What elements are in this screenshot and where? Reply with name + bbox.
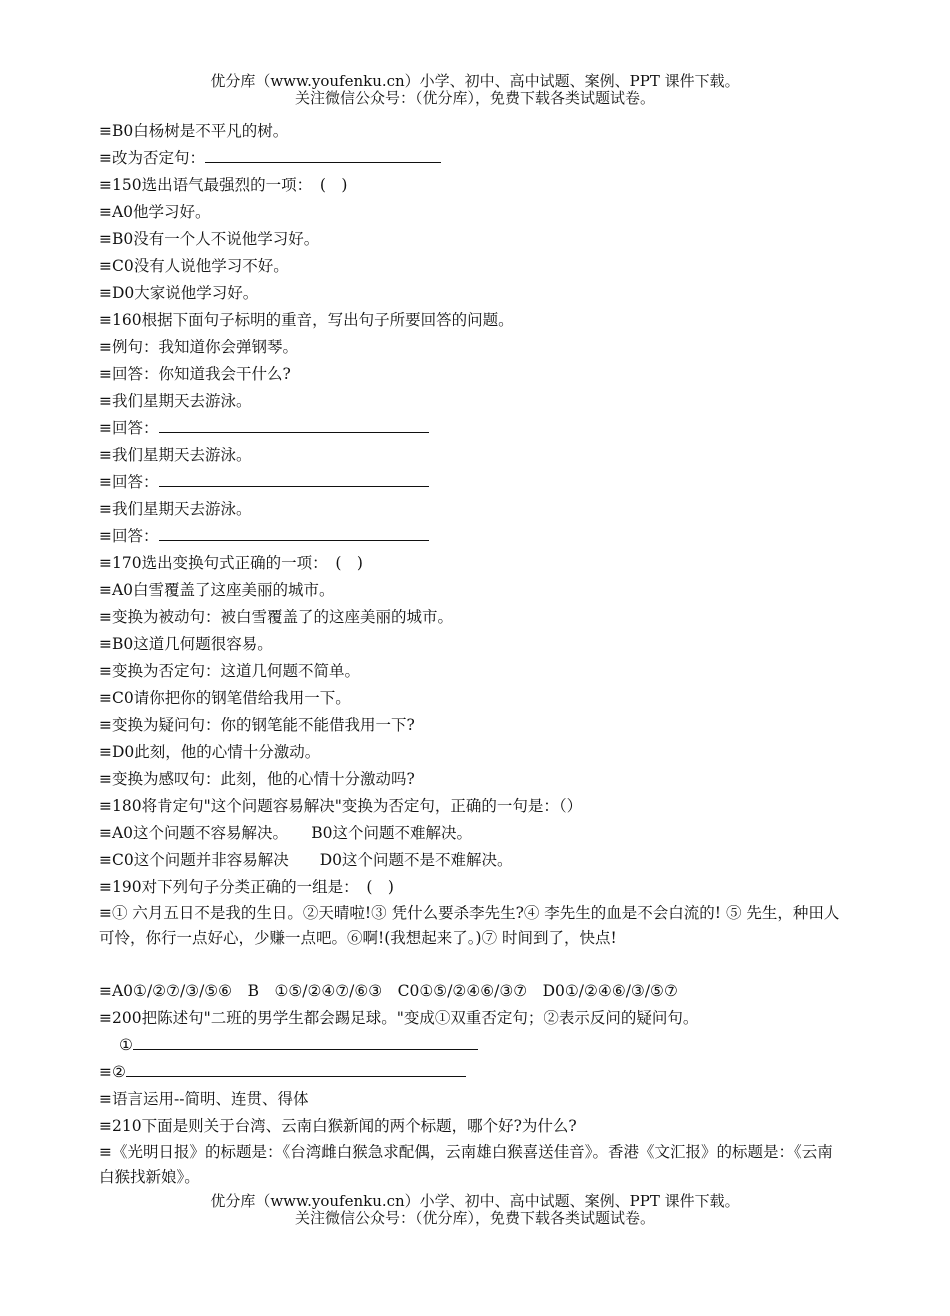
text-line: ≡② [99, 1063, 126, 1081]
text-line: ≡回答：你知道我会干什么? [99, 365, 291, 383]
question-150: ≡150选出语气最强烈的一项： ( ) [99, 176, 348, 194]
answer-blank[interactable] [159, 472, 429, 487]
sentence-list: ≡① 六月五日不是我的生日。②天晴啦!③ 凭什么要杀李先生?④ 李先生的血是不会白流的! ⑤ 先生，种田人可怜，你行一点好心，少赚一点吧。⑥啊!(我想起来了。)⑦ 时间到了，快点! [99, 904, 840, 947]
answer-line [99, 145, 844, 172]
question-180: ≡180将肯定句"这个问题容易解决"变换为否定句，正确的一句是：（） [99, 797, 583, 815]
text-line: ≡我们星期天去游泳。 [99, 392, 252, 410]
option-a: ≡A0白雪覆盖了这座美丽的城市。 [99, 581, 335, 599]
option-d: ≡D0大家说他学习好。 [99, 284, 259, 302]
option-c: ≡C0请你把你的钢笔借给我用一下。 [99, 689, 351, 707]
page-footer [0, 1193, 950, 1227]
text-line: ≡变换为被动句：被白雪覆盖了的这座美丽的城市。 [99, 608, 453, 626]
answer-blank[interactable] [126, 1062, 466, 1077]
question-160: ≡160根据下面句子标明的重音，写出句子所要回答的问题。 [99, 311, 514, 329]
footer-line-1: 优分库（www.youfenku.cn）小学、初中、高中试题、案例、PPT 课件下载。 [210, 1192, 740, 1210]
answer-line [99, 415, 844, 442]
text-line: ≡回答： [99, 419, 159, 437]
header-line-2: 关注微信公众号：（优分库），免费下载各类试题试卷。 [294, 89, 655, 107]
options-ab: ≡A0这个问题不容易解决。 B0这个问题不难解决。 [99, 824, 473, 842]
footer-line-2: 关注微信公众号：（优分库），免费下载各类试题试卷。 [294, 1209, 655, 1227]
text-line: ≡变换为感叹句：此刻，他的心情十分激动吗? [99, 770, 415, 788]
text-line: ≡变换为否定句：这道几何题不简单。 [99, 662, 360, 680]
header-line-1: 优分库（www.youfenku.cn）小学、初中、高中试题、案例、PPT 课件下载。 [210, 72, 740, 90]
option-b: ≡B0这道几何题很容易。 [99, 635, 273, 653]
answer-blank[interactable] [205, 148, 441, 163]
option-b: ≡B0没有一个人不说他学习好。 [99, 230, 320, 248]
answer-options: ≡A0①/②⑦/③/⑤⑥ B ①⑤/②④⑦/⑥③ C0①⑤/②④⑥/③⑦ D0①/②④⑥/③/⑤⑦ [99, 982, 678, 1000]
headline-text: ≡《光明日报》的标题是：《台湾雌白猴急求配偶，云南雄白猴喜送佳音》。香港《文汇报》的标题是：《云南白猴找新娘》。 [99, 1143, 833, 1186]
section-heading: ≡语言运用--简明、连贯、得体 [99, 1090, 309, 1108]
question-210: ≡210下面是则关于台湾、云南白猴新闻的两个标题，哪个好?为什么? [99, 1117, 577, 1135]
page-header [0, 73, 950, 107]
text-line: ≡我们星期天去游泳。 [99, 446, 252, 464]
answer-line [99, 1032, 844, 1059]
answer-blank[interactable] [159, 526, 429, 541]
text-line: ≡例句：我知道你会弹钢琴。 [99, 338, 298, 356]
document-body [99, 118, 844, 1190]
question-170: ≡170选出变换句式正确的一项： ( ) [99, 554, 363, 572]
options-cd: ≡C0这个问题并非容易解决 D0这个问题不是不难解决。 [99, 851, 513, 869]
answer-blank[interactable] [159, 418, 429, 433]
text-line: ≡回答： [99, 527, 159, 545]
answer-line [99, 469, 844, 496]
option-c: ≡C0没有人说他学习不好。 [99, 257, 289, 275]
text-line: ≡B0白杨树是不平凡的树。 [99, 122, 289, 140]
text-line: ① [119, 1036, 133, 1054]
text-line: ≡我们星期天去游泳。 [99, 500, 252, 518]
answer-line [99, 523, 844, 550]
text-line: ≡改为否定句： [99, 149, 205, 167]
option-a: ≡A0他学习好。 [99, 203, 211, 221]
answer-blank[interactable] [133, 1035, 478, 1050]
option-d: ≡D0此刻，他的心情十分激动。 [99, 743, 321, 761]
question-200: ≡200把陈述句"二班的男学生都会踢足球。"变成①双重否定句；②表示反问的疑问句。 [99, 1009, 699, 1027]
text-line: ≡回答： [99, 473, 159, 491]
spacer [99, 951, 844, 978]
text-line: ≡变换为疑问句：你的钢笔能不能借我用一下? [99, 716, 415, 734]
question-190: ≡190对下列句子分类正确的一组是： ( ) [99, 878, 394, 896]
answer-line [99, 1059, 844, 1086]
